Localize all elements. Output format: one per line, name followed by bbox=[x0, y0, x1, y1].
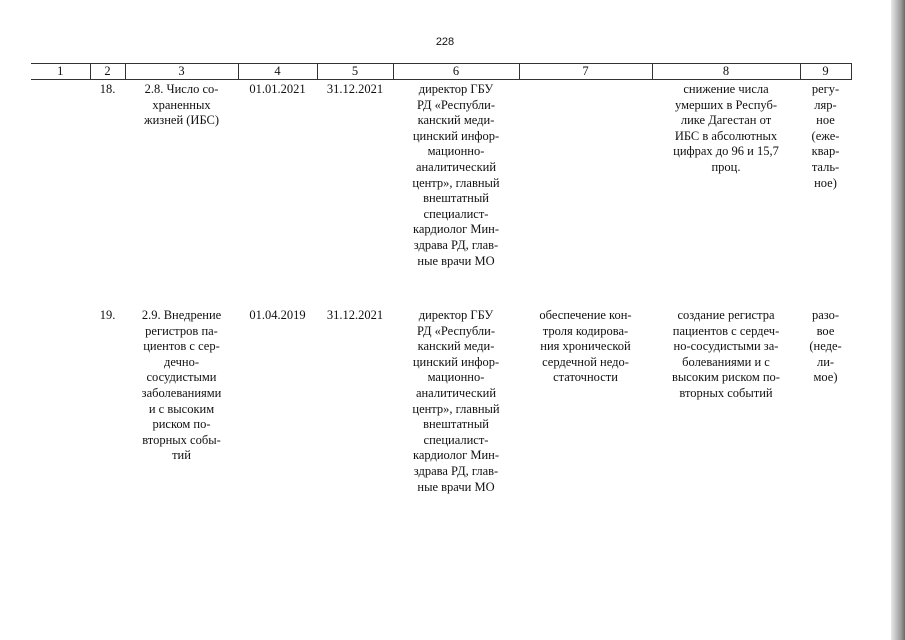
cell-text-line: циентов с сер- bbox=[143, 339, 220, 354]
cell-text-line: ное bbox=[816, 113, 835, 128]
cell-text-line: высоким риском по- bbox=[672, 370, 780, 385]
table-row bbox=[31, 80, 851, 303]
cell-text-line: тий bbox=[172, 448, 191, 463]
cell-text-line: сердечной недо- bbox=[542, 354, 629, 369]
column-header: 5 bbox=[317, 64, 393, 80]
cell-text-line: специалист- bbox=[423, 206, 489, 221]
cell-responsible bbox=[393, 308, 519, 495]
cell-text-line: ли- bbox=[816, 354, 835, 369]
column-header: 7 bbox=[519, 64, 652, 80]
page-number: 228 bbox=[435, 36, 455, 48]
column-header: 3 bbox=[125, 64, 238, 80]
events-table bbox=[31, 63, 852, 495]
cell-text-line: (еже- bbox=[811, 128, 840, 143]
cell-text-line: вторных собы- bbox=[142, 432, 221, 447]
cell-periodicity bbox=[800, 308, 851, 495]
cell-text-line: здрава РД, глав- bbox=[413, 237, 499, 252]
cell-result bbox=[519, 308, 652, 495]
cell-number: 19. bbox=[99, 308, 116, 322]
cell-responsible bbox=[393, 80, 519, 303]
cell-text-line: пациентов с сердеч- bbox=[672, 323, 780, 338]
cell-text-line: 2.9. Внедрение bbox=[141, 308, 222, 322]
cell-text-line: ния хронической bbox=[540, 339, 631, 354]
cell-periodicity bbox=[800, 80, 851, 303]
cell-number: 18. bbox=[99, 82, 116, 96]
cell-text-line: внештатный bbox=[423, 417, 489, 432]
cell-text-line: дечно- bbox=[164, 354, 199, 369]
cell-indicator bbox=[652, 308, 800, 495]
cell-text-line: мационно- bbox=[427, 144, 485, 159]
cell-text-line: и с высоким bbox=[148, 401, 215, 416]
cell-text-line: создание регистра bbox=[677, 308, 775, 322]
cell-text-line: РД «Республи- bbox=[416, 323, 496, 338]
cell-text-line: специалист- bbox=[423, 432, 489, 447]
cell-result bbox=[519, 80, 652, 303]
cell-text-line: РД «Республи- bbox=[416, 97, 496, 112]
column-header: 2 bbox=[90, 64, 125, 80]
cell-text-line: цифрах до 96 и 15,7 bbox=[673, 144, 779, 159]
cell-text-line: умерших в Респуб- bbox=[674, 97, 777, 112]
table-row bbox=[31, 308, 851, 495]
cell-text-line: аналитический bbox=[415, 159, 497, 174]
cell-text-line: мационно- bbox=[427, 370, 485, 385]
cell-text-line: риском по- bbox=[152, 417, 211, 432]
cell-text-line: разо- bbox=[811, 308, 840, 322]
cell-text-line: лике Дагестан от bbox=[680, 113, 772, 128]
cell-indicator bbox=[652, 80, 800, 303]
cell-text-line: кардиолог Мин- bbox=[412, 448, 500, 463]
cell-text-line: аналитический bbox=[415, 385, 497, 400]
column-header: 6 bbox=[393, 64, 519, 80]
cell-end-date: 31.12.2021 bbox=[326, 308, 384, 322]
cell-text-line: канский меди- bbox=[417, 113, 495, 128]
cell-text-line: цинский инфор- bbox=[412, 354, 500, 369]
cell-empty bbox=[31, 80, 90, 303]
cell-text-line: регу- bbox=[811, 82, 840, 96]
cell-text-line: болеваниями и с bbox=[682, 354, 770, 369]
scanned-page-edge bbox=[891, 0, 905, 640]
cell-text-line: вторных событий bbox=[679, 385, 773, 400]
cell-text-line: заболеваниями bbox=[141, 385, 222, 400]
cell-start-date: 01.01.2021 bbox=[249, 82, 306, 96]
cell-text-line: ИБС в абсолютных bbox=[674, 128, 778, 143]
column-header: 4 bbox=[238, 64, 317, 80]
cell-text-line: квар- bbox=[811, 144, 840, 159]
cell-text-line: храненных bbox=[152, 97, 211, 112]
cell-text-line: обеспечение кон- bbox=[539, 308, 632, 322]
cell-text-line: центр», главный bbox=[412, 175, 500, 190]
cell-text-line: сосудистыми bbox=[146, 370, 217, 385]
cell-text-line: цинский инфор- bbox=[412, 128, 500, 143]
cell-text-line: проц. bbox=[711, 159, 741, 174]
cell-end-date: 31.12.2021 bbox=[326, 82, 384, 96]
cell-text-line: (неде- bbox=[809, 339, 842, 354]
cell-text-line: кардиолог Мин- bbox=[412, 222, 500, 237]
column-header: 9 bbox=[800, 64, 851, 80]
cell-text-line: жизней (ИБС) bbox=[143, 113, 220, 128]
cell-start-date: 01.04.2019 bbox=[249, 308, 306, 322]
cell-text-line: ные врачи МО bbox=[417, 253, 495, 268]
cell-empty bbox=[31, 308, 90, 495]
cell-text-line: ные врачи МО bbox=[417, 479, 495, 494]
header-row bbox=[31, 64, 851, 80]
cell-text-line: ное) bbox=[814, 175, 837, 190]
cell-event-name bbox=[125, 308, 238, 495]
cell-text-line: регистров па- bbox=[145, 323, 218, 338]
column-header: 1 bbox=[31, 64, 90, 80]
cell-text-line: ляр- bbox=[814, 97, 837, 112]
column-header: 8 bbox=[652, 64, 800, 80]
cell-event-name bbox=[125, 80, 238, 303]
cell-text-line: директор ГБУ bbox=[418, 308, 494, 322]
cell-text-line: но-сосудистыми за- bbox=[673, 339, 779, 354]
cell-text-line: мое) bbox=[813, 370, 838, 385]
cell-text-line: снижение числа bbox=[683, 82, 769, 96]
cell-text-line: троля кодирова- bbox=[542, 323, 629, 338]
cell-text-line: здрава РД, глав- bbox=[413, 463, 499, 478]
cell-text-line: вое bbox=[816, 323, 835, 338]
cell-text-line: таль- bbox=[811, 159, 840, 174]
cell-text-line: канский меди- bbox=[417, 339, 495, 354]
cell-text-line: директор ГБУ bbox=[418, 82, 494, 96]
cell-text-line: 2.8. Число со- bbox=[144, 82, 219, 96]
cell-text-line: центр», главный bbox=[412, 401, 500, 416]
cell-text-line: статочности bbox=[553, 370, 618, 385]
cell-text-line: внештатный bbox=[423, 191, 489, 206]
